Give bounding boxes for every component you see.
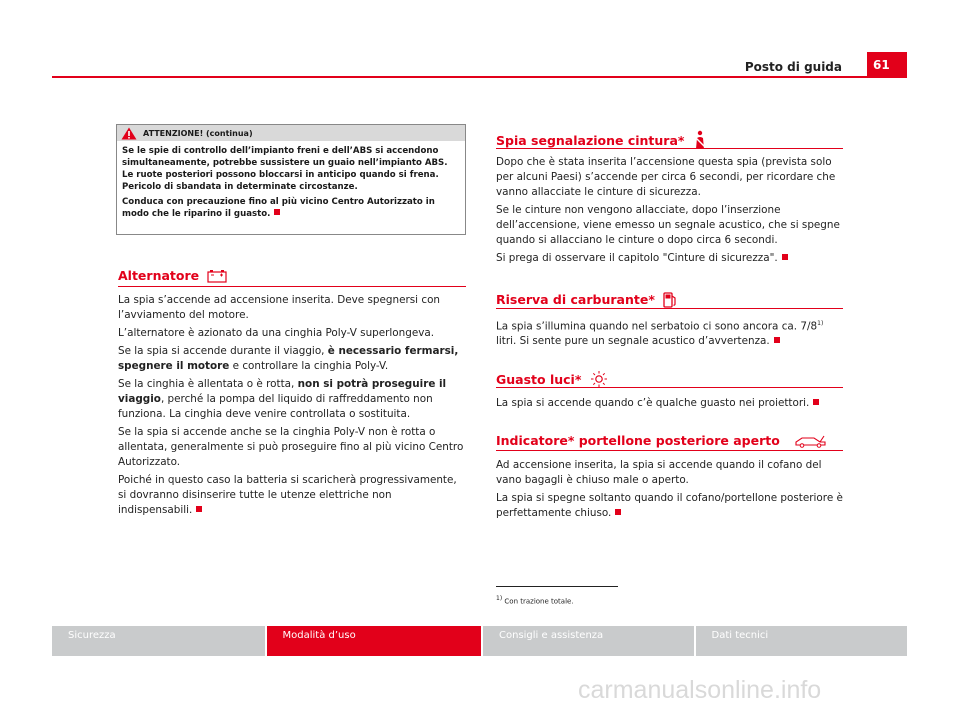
warning-header — [117, 125, 465, 141]
seatbelt-icon — [692, 130, 708, 150]
portellone-body: Ad accensione inserita, la spia si accende quando il cofano del vano bagagli è chiuso male o aperto. La spia si spegne soltanto quando il cofano/portellone posteriore è perfettamente chiuso. — [496, 459, 843, 519]
footer-tab-modalita-uso[interactable]: Modalità d’uso — [267, 626, 482, 656]
section-rule — [118, 286, 466, 287]
header-rule — [52, 76, 907, 78]
watermark: carmanualsonline.info — [578, 676, 822, 704]
section-title-portellone: Indicatore* portellone posteriore aperto — [496, 433, 828, 448]
page-number: 61 — [867, 52, 907, 78]
end-marker-icon — [813, 399, 819, 405]
car-trunk-icon — [794, 434, 828, 448]
section-rule — [496, 450, 843, 451]
end-marker-icon — [615, 509, 621, 515]
footer-tab-sicurezza[interactable]: Sicurezza — [52, 626, 265, 656]
section-rule — [496, 387, 843, 388]
footnote-rule — [496, 586, 618, 587]
luci-body: La spia si accende quando c’è qualche guasto nei proiettori. — [496, 396, 846, 414]
section-title-carburante: Riserva di carburante* — [496, 290, 677, 308]
section-title-alternatore: Alternatore — [118, 268, 227, 283]
end-marker-icon — [774, 337, 780, 343]
battery-icon — [207, 269, 227, 283]
bulb-icon — [589, 370, 609, 388]
warning-triangle-icon — [121, 127, 137, 140]
warning-box — [116, 124, 466, 235]
footer-nav — [52, 626, 907, 656]
page-header-title: Posto di guida — [744, 60, 842, 74]
end-marker-icon — [196, 506, 202, 512]
section-rule — [496, 148, 843, 149]
end-marker-icon — [782, 254, 788, 260]
section-title-cintura: Spia segnalazione cintura* — [496, 130, 708, 150]
cintura-body: Dopo che è stata inserita l’accensione questa spia (prevista solo per alcuni Paesi) s’accende per circa 6 secondi, per ricordare che vanno allacciate le cinture di sicurezza. Se le cinture non vengono allacciate, dopo l’inserzione dell’accensione, viene emesso un segnale acustico, che si spegne quando si allacciano le cinture o dopo circa 6 secondi. Si prega di osservare il capitolo "Cinture di sicurezza". — [496, 156, 840, 264]
footnote-ref: 1) — [817, 320, 824, 327]
footer-tab-dati-tecnici[interactable]: Dati tecnici — [696, 626, 908, 656]
fuel-pump-icon — [663, 290, 677, 308]
section-title-luci: Guasto luci* — [496, 370, 609, 388]
footer-tab-consigli-assistenza[interactable]: Consigli e assistenza — [483, 626, 694, 656]
carburante-body: La spia s’illumina quando nel serbatoio ci sono ancora ca. 7/8$^{1)}$ litri. Si sente pure un segnale acustico d’avvertenza. — [496, 320, 824, 348]
section-rule — [496, 308, 843, 309]
end-marker-icon — [274, 209, 280, 215]
warning-heading: ATTENZIONE! (continua) — [143, 128, 253, 138]
footnote: $^{1)}$ Con trazione totale. — [496, 595, 574, 606]
warning-text-1: Se le spie di controllo dell’impianto freni e dell’ABS si accendono simultaneamente, potrebbe sussistere un guaio nell’impianto ABS. Le ruote posteriori possono bloccarsi in anticipo quando si frena. Pericolo di sbandata in determinate circostanze. — [122, 146, 448, 192]
alternatore-body: La spia s’accende ad accensione inserita. Deve spegnersi con l’avviamento del motore. L’alternatore è azionato da una cinghia Poly-V superlongeva. Se la spia si accende durante il viaggio, è necessario fermarsi, spegnere il motore e controllare la cinghia Poly-V. Se la cinghia è allentata o è rotta, non si potrà proseguire il viaggio, perché la pompa del liquido di raffreddamento non funziona. La cinghia deve venire controllata o sostituita. Se la spia si accende anche se la cinghia Poly-V non è rotta o allentata, generalmente si può proseguire fino al più vicino Centro Autorizzato. Poiché in questo caso la batteria si scaricherà progressivamente, si dovranno disinserire tutte le utenze elettriche non indispensabili. — [118, 294, 464, 516]
warning-text-2: Conduca con precauzione fino al più vicino Centro Autorizzato in modo che le riparino il guasto. — [122, 197, 435, 219]
